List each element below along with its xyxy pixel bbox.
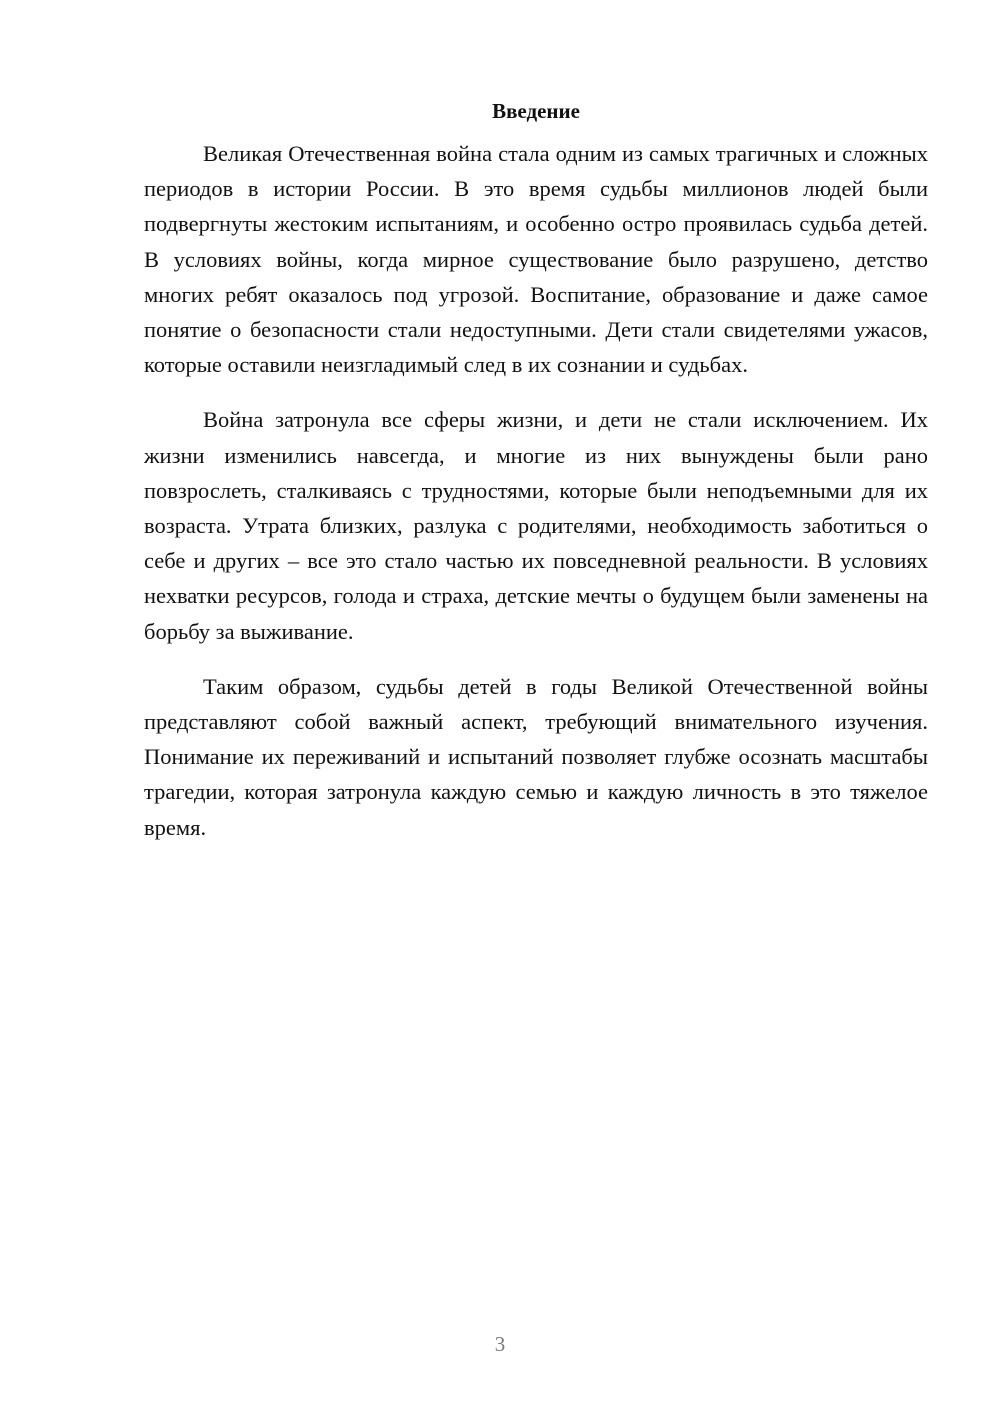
- paragraph-1: Великая Отечественная война стала одним из самых трагичных и сложных периодов в истории России. В это время судьбы миллионов людей были подвергнуты жестоким испытаниям, и особенно остро проявилась судьба детей. В условиях войны, когда мирное существование было разрушено, детство многих ребят оказалось под угрозой. Воспитание, образование и даже самое понятие о безопасности стали недоступными. Дети стали свидетелями ужасов, которые оставили неизгладимый след в их сознании и судьбах.: [144, 141, 928, 378]
- paragraph-2: Война затронула все сферы жизни, и дети не стали исключением. Их жизни изменились навсегда, и многие из них вынуждены были рано повзрослеть, сталкиваясь с трудностями, которые были неподъемными для их возраста. Утрата близких, разлука с родителями, необходимость заботиться о себе и других – все это стало частью их повседневной реальности. В условиях нехватки ресурсов, голода и страха, детские мечты о будущем были заменены на борьбу за выживание.: [144, 407, 928, 644]
- page-content: [144, 94, 928, 865]
- paragraph-3: Таким образом, судьбы детей в годы Великой Отечественной войны представляют собой важный аспект, требующий внимательного изучения. Понимание их переживаний и испытаний позволяет глубже осознать масштабы трагедии, которая затронула каждую семью и каждую личность в это тяжелое время.: [144, 673, 928, 840]
- section-title: Введение: [492, 99, 580, 123]
- page-number: 3: [494, 1332, 506, 1356]
